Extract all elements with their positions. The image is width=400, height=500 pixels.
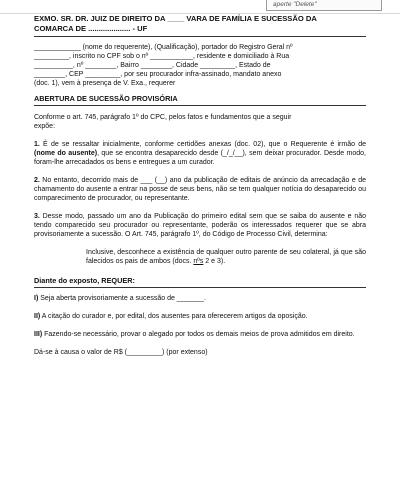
intro-line: ____________ (nome do requerente), (Qualificação), portador do Registro Geral nº: [34, 44, 293, 51]
requests-title: Diante do exposto, REQUER:: [34, 276, 135, 285]
paragraph-1-text-b: , que se encontra desaparecido desde (_/_/__), sem deixar procurador. Desde modo, foram-lhe arrecadados os bens e entregues a um curador.: [34, 150, 366, 166]
document-body: [34, 14, 366, 357]
requests-divider: [34, 287, 366, 288]
document-heading: [34, 14, 366, 34]
expose-paragraph: [34, 113, 366, 131]
absent-name-placeholder: (nome do ausente): [34, 150, 98, 157]
delete-hint-box: aperte "Delete": [266, 0, 382, 11]
paragraph-2: [34, 176, 366, 203]
legal-quote: [86, 248, 366, 266]
case-value: Dá-se à causa o valor de R$ (_________) (por extenso): [34, 349, 208, 356]
intro-line: _________, inscrito no CPF sob o nº ___________, residente e domiciliado à Rua: [34, 53, 290, 60]
intro-line: ________, CEP _________, por seu procurador infra-assinado, mandato anexo: [34, 71, 282, 78]
intro-line: __________, nº ________, Bairro ________, Cidade _________, Estado de: [34, 62, 271, 69]
request-3: [34, 330, 366, 339]
intro-paragraph: [34, 43, 366, 88]
paragraph-3-text: Desse modo, passado um ano da Publicação do primeiro edital sem que se saiba do ausente e não tendo comparecido seu procurador ou representante, poderão os interessados requerer que se abra provisoriamente a sucessão. O Art. 745, parágrafo 1º, do Código de Processo Civil, determina:: [34, 213, 366, 238]
request-2-text: A citação do curador e, por edital, dos ausentes para oferecerem artigos da oposição.: [40, 313, 308, 320]
quote-ref: nºs: [193, 258, 204, 265]
paragraph-1: [34, 140, 366, 167]
expose-line: expõe:: [34, 123, 56, 130]
section-divider: [34, 105, 366, 106]
request-2-number: II): [34, 313, 41, 320]
request-1-number: I): [34, 295, 39, 302]
paragraph-1-text-a: É de se ressaltar inicialmente, conforme certidões anexas (doc. 02), que o Requerente é irmão de: [39, 141, 366, 148]
request-3-text: Fazendo-se necessário, provar o alegado por todos os demais meios de prova admitidos em direito.: [42, 331, 355, 338]
intro-line: (doc. 1), vem à presença de V. Exa., requerer: [34, 80, 176, 87]
paragraph-3-number: 3.: [34, 213, 40, 220]
quote-text: Inclusive, desconhece a existência de qualquer outro parente de seu colateral, já que são falecidos os pais de ambos (docs.: [86, 249, 366, 265]
paragraph-3: [34, 212, 366, 239]
paragraph-1-number: 1.: [34, 141, 40, 148]
heading-divider: [34, 36, 366, 37]
paragraph-2-text: No entanto, decorrido mais de ___ (__) ano da publicação de editais de anúncio da arrecadação e de chamamento do ausente a entrar na posse de seus bens, não se tem qualquer notícia do desaparecido ou comparecimento de procurador, ou representante.: [34, 177, 366, 202]
section-title: ABERTURA DE SUCESSÃO PROVISÓRIA: [34, 94, 178, 103]
heading-line-1: EXMO. SR. DR. JUIZ DE DIREITO DA ____ VARA DE FAMÍLIA E SUCESSÃO DA: [34, 14, 317, 23]
top-bar: [0, 0, 400, 14]
request-2: [34, 312, 366, 321]
quote-end: 2 e 3).: [203, 258, 226, 265]
heading-line-2: COMARCA DE .................... - UF: [34, 24, 148, 33]
request-3-number: III): [34, 331, 43, 338]
paragraph-2-number: 2.: [34, 177, 40, 184]
request-1-text: Seja aberta provisoriamente a sucessão de _______.: [38, 295, 207, 302]
request-1: [34, 294, 366, 303]
expose-line: Conforme o art. 745, parágrafo 1º do CPC, pelos fatos e fundamentos que a seguir: [34, 114, 292, 121]
